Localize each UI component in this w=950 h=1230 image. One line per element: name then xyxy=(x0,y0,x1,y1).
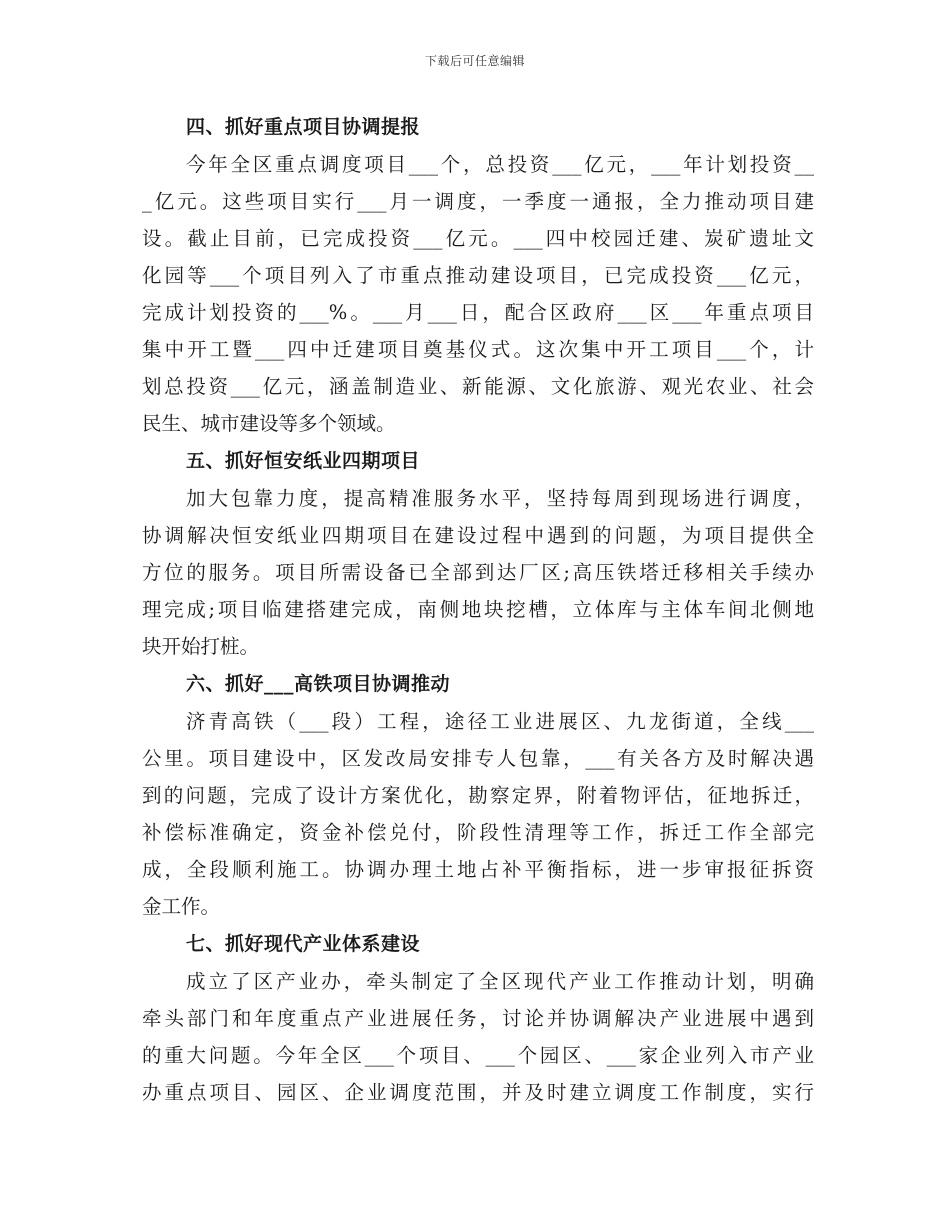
paragraph-line: _亿元。这些项目实行___月一调度，一季度一通报，全力推动项目建 xyxy=(142,190,814,213)
paragraph-line: 设。截止目前，已完成投资___亿元。___四中校园迁建、炭矿遗址文 xyxy=(142,227,814,250)
page-header: 下载后可任意编辑 xyxy=(424,54,525,68)
paragraph-line: 牵头部门和年度重点产业进展任务，讨论并协调解决产业进展中遇到 xyxy=(142,1007,814,1030)
paragraph-line: 办重点项目、园区、企业调度范围，并及时建立调度工作制度，实行 xyxy=(142,1081,814,1104)
paragraph-line: 今年全区重点调度项目___个，总投资___亿元，___年计划投资__ xyxy=(186,153,814,176)
document-body xyxy=(142,108,814,1111)
section-5 xyxy=(142,442,814,665)
section-7 xyxy=(142,925,814,1111)
paragraph-line: 块开始打桩。 xyxy=(142,635,260,658)
paragraph-line: 公里。项目建设中，区发改局安排专人包靠，___有关各方及时解决遇 xyxy=(142,747,814,770)
section-heading: 四、抓好重点项目协调提报 xyxy=(186,116,421,138)
paragraph-line: 成，全段顺利施工。协调办理土地占补平衡指标，进一步审报征拆资 xyxy=(142,858,814,881)
section-6 xyxy=(142,665,814,925)
paragraph-line: 金工作。 xyxy=(142,895,221,918)
paragraph-line: 的重大问题。今年全区___个项目、___个园区、___家企业列入市产业 xyxy=(142,1044,814,1067)
paragraph-line: 化园等___个项目列入了市重点推动建设项目，已完成投资___亿元， xyxy=(142,264,814,287)
paragraph-line: 成立了区产业办，牵头制定了全区现代产业工作推动计划，明确 xyxy=(186,970,814,993)
paragraph-line: 理完成;项目临建搭建完成，南侧地块挖槽，立体库与主体车间北侧地 xyxy=(142,598,814,621)
section-heading: 五、抓好恒安纸业四期项目 xyxy=(186,450,421,472)
section-heading: 六、抓好___高铁项目协调推动 xyxy=(186,673,451,695)
paragraph-line: 到的问题，完成了设计方案优化，勘察定界，附着物评估，征地拆迁， xyxy=(142,784,814,807)
paragraph-line: 加大包靠力度，提高精准服务水平，坚持每周到现场进行调度， xyxy=(186,487,814,510)
paragraph-line: 完成计划投资的___%。___月___日，配合区政府___区___年重点项目 xyxy=(142,301,814,324)
paragraph-line: 协调解决恒安纸业四期项目在建设过程中遇到的问题，为项目提供全 xyxy=(142,524,814,547)
paragraph-line: 方位的服务。项目所需设备已全部到达厂区;高压铁塔迁移相关手续办 xyxy=(142,561,814,584)
section-heading: 七、抓好现代产业体系建设 xyxy=(186,933,421,955)
paragraph-line: 济青高铁（___段）工程，途径工业进展区、九龙街道，全线___ xyxy=(186,710,814,733)
paragraph-line: 划总投资___亿元，涵盖制造业、新能源、文化旅游、观光农业、社会 xyxy=(142,375,814,398)
paragraph-line: 民生、城市建设等多个领域。 xyxy=(142,412,396,435)
paragraph-line: 补偿标准确定，资金补偿兑付，阶段性清理等工作，拆迁工作全部完 xyxy=(142,821,814,844)
section-4 xyxy=(142,108,814,442)
paragraph-line: 集中开工暨___四中迁建项目奠基仪式。这次集中开工项目___个，计 xyxy=(142,338,814,361)
